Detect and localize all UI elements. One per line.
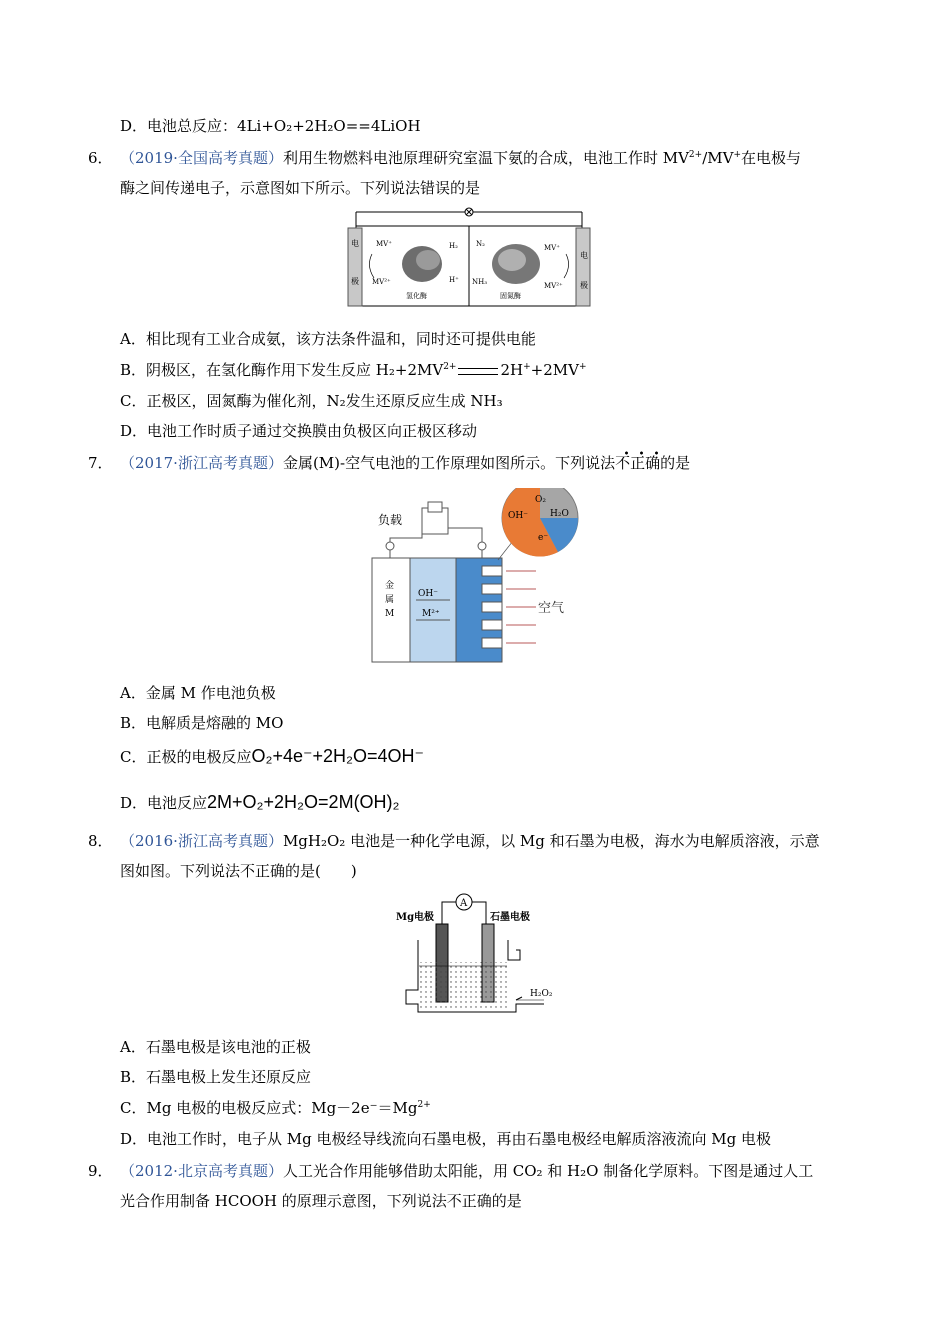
q7-metal-2: 属 xyxy=(385,595,395,605)
q9-number: 9． xyxy=(88,1162,113,1180)
q6-figure xyxy=(344,206,594,310)
q7-o2: O₂ xyxy=(535,495,546,505)
q6-left-label1: 电 xyxy=(351,239,359,248)
q6-b-sup1: 2+ xyxy=(443,362,457,372)
q9-stem-line2: 光合作用制备 HCOOH 的原理示意图，下列说法不正确的是 xyxy=(120,1192,522,1210)
q8-option-b: B．石墨电极上发生还原反应 xyxy=(120,1068,312,1086)
q8-source: （2016·浙江高考真题） xyxy=(120,832,283,850)
q7-metal-1: 金 xyxy=(385,581,395,591)
q8-ammeter-label: A xyxy=(460,898,468,909)
q7-c-pre: C．正极的电极反应 xyxy=(120,748,252,766)
q6-mv-plus-right: MV⁺ xyxy=(544,244,560,252)
q6-b-equals-sign xyxy=(458,368,498,375)
q6-b-mid: 2H xyxy=(500,361,524,379)
q6-stem-b: /MV xyxy=(702,149,734,167)
q7-d-pre: D．电池反应 xyxy=(120,794,208,812)
q5-option-d: D．电池总反应：4Li+O₂+2H₂O==4LiOH xyxy=(120,117,421,135)
q6-source: （2019·全国高考真题） xyxy=(120,149,283,167)
q7-oh: OH⁻ xyxy=(418,589,438,599)
q8-number: 8． xyxy=(88,832,113,850)
q7-option-b: B．电解质是熔融的 MO xyxy=(120,714,284,732)
q8-option-d: D．电池工作时，电子从 Mg 电极经导线流向石墨电极，再由石墨电极经电解质溶液流向 Mg 电极 xyxy=(120,1130,772,1148)
q6-b-sup3: + xyxy=(578,362,587,372)
q8-c-pre: C．Mg 电极的电极反应式：Mg－2e⁻＝Mg xyxy=(120,1099,418,1117)
q6-option-c: C．正极区，固氮酶为催化剂，N₂发生还原反应生成 NH₃ xyxy=(120,392,503,410)
q7-source: （2017·浙江高考真题） xyxy=(120,454,283,472)
q6-stem-line1 xyxy=(120,148,801,168)
q7-d-formula: 2M+O₂+2H₂O=2M(OH)₂ xyxy=(207,792,400,812)
q7-stem-pre: 金属(M)-空气电池的工作原理如图所示。下列说法 xyxy=(282,454,616,472)
q6-stem-line2: 酶之间传递电子，示意图如下所示。下列说法错误的是 xyxy=(120,179,481,197)
q6-enzyme1: 氢化酶 xyxy=(406,292,427,300)
q6-enzyme2: 固氮酶 xyxy=(500,292,521,300)
q6-right-electrode xyxy=(576,228,590,306)
q8-stem1: MgH₂O₂ 电池是一种化学电源，以 Mg 和石墨为电极，海水为电解质溶液，示意 xyxy=(282,832,820,850)
q7-option-c xyxy=(120,746,424,767)
q6-right-label2: 极 xyxy=(580,281,588,290)
q7-oh-zoom: OH⁻ xyxy=(508,511,528,521)
q7-stem-emph: 不正确 xyxy=(615,450,660,472)
q6-h2: H₂ xyxy=(449,242,458,250)
q6-number: 6． xyxy=(88,149,113,167)
q6-b-sup2: + xyxy=(523,362,531,372)
q6-sup2: + xyxy=(733,150,741,160)
q7-air-label: 空气 xyxy=(538,600,565,615)
q7-number: 7． xyxy=(88,454,113,472)
q7-figure xyxy=(370,488,610,666)
q8-option-a: A．石墨电极是该电池的正极 xyxy=(120,1038,311,1056)
q7-load-label: 负载 xyxy=(378,513,403,527)
q9-source: （2012·北京高考真题） xyxy=(120,1162,283,1180)
q6-b-mid2: +2MV xyxy=(530,361,579,379)
q8-option-c xyxy=(120,1098,431,1118)
q8-mg-label: Mg电极 xyxy=(396,912,435,923)
q6-option-b xyxy=(120,360,587,380)
q8-stem-line2: 图如图。下列说法不正确的是( ) xyxy=(120,862,357,880)
q6-hplus: H⁺ xyxy=(449,276,459,284)
q6-mv-2plus-right: MV²⁺ xyxy=(544,282,563,290)
q7-electron: e⁻ xyxy=(538,533,549,543)
q7-option-d xyxy=(120,792,400,813)
q6-nh3: NH₃ xyxy=(472,278,488,286)
q6-mv-2plus-left: MV²⁺ xyxy=(372,278,391,286)
q8-stem-line1 xyxy=(120,831,820,851)
q6-option-a: A．相比现有工业合成氨，该方法条件温和，同时还可提供电能 xyxy=(120,330,536,348)
q6-stem-c: 在电极与 xyxy=(741,149,802,167)
q8-c-sup: 2+ xyxy=(417,1100,431,1110)
q6-sup1: 2+ xyxy=(688,150,703,160)
q7-option-a: A．金属 M 作电池负极 xyxy=(120,684,276,702)
q9-stem-line1 xyxy=(120,1161,813,1181)
q6-stem-a: 利用生物燃料电池原理研究室温下氨的合成，电池工作时 MV xyxy=(282,149,689,167)
q7-c-formula: O₂+4e⁻+2H₂O=4OH⁻ xyxy=(251,746,425,766)
q7-stem xyxy=(120,453,690,473)
q6-option-d: D．电池工作时质子通过交换膜由负极区向正极区移动 xyxy=(120,422,478,440)
q6-mv-plus-left: MV⁺ xyxy=(376,240,392,248)
q7-stem-post: 的是 xyxy=(660,454,691,472)
q9-stem1: 人工光合作用能够借助太阳能，用 CO₂ 和 H₂O 制备化学原料。下图是通过人工 xyxy=(282,1162,814,1180)
q8-h2o2: H₂O₂ xyxy=(530,989,553,999)
q6-b-pre: B．阴极区，在氢化酶作用下发生反应 H₂+2MV xyxy=(120,361,444,379)
q6-right-label1: 电 xyxy=(580,251,588,260)
q8-graphite-label: 石墨电极 xyxy=(490,912,530,923)
q6-n2: N₂ xyxy=(476,240,485,248)
q7-m2: M²⁺ xyxy=(422,609,440,619)
q8-figure xyxy=(394,890,570,1016)
q7-metal-3: M xyxy=(385,609,395,619)
q7-h2o: H₂O xyxy=(550,509,569,519)
q6-left-label2: 极 xyxy=(351,277,359,286)
